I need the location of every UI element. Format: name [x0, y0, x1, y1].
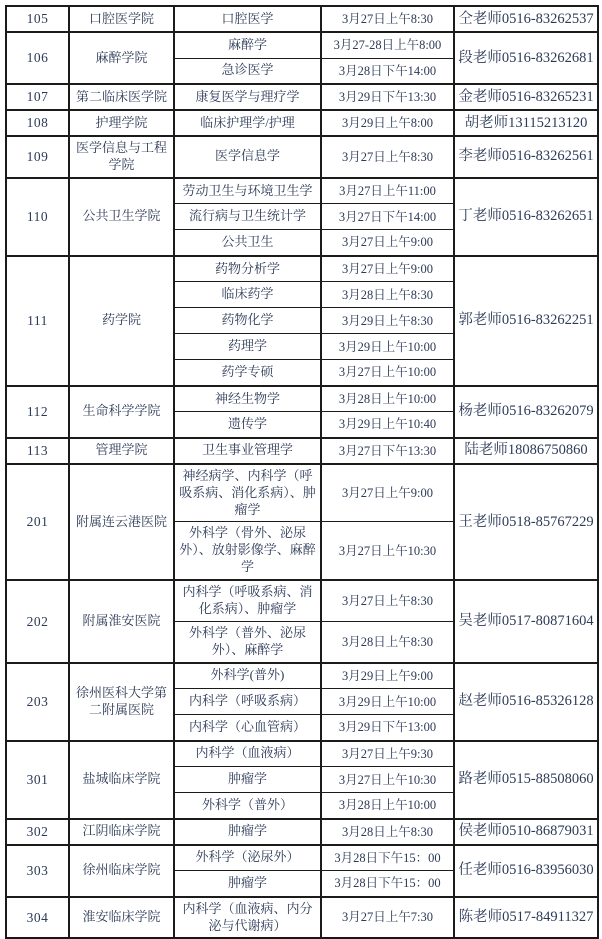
datetime-cell: 3月27日上午9:00 [321, 230, 454, 256]
contact-cell: 金老师0516-83265231 [454, 84, 598, 110]
table-row [6, 741, 598, 767]
datetime-cell: 3月27日上午8:30 [321, 136, 454, 178]
datetime-cell: 3月28日上午10:00 [321, 793, 454, 819]
college-cell: 口腔医学院 [69, 6, 174, 32]
datetime-cell: 3月27日上午10:30 [321, 767, 454, 793]
site-code-cell: 108 [6, 110, 69, 136]
major-cell: 肿瘤学 [174, 767, 321, 793]
datetime-cell: 3月28日上午10:00 [321, 386, 454, 412]
major-cell: 外科学（骨外、泌尿外）、放射影像学、麻醉学 [174, 522, 321, 580]
contact-cell: 任老师0516-83956030 [454, 845, 598, 897]
datetime-cell: 3月27日上午9:00 [321, 464, 454, 522]
datetime-cell: 3月27日上午10:00 [321, 360, 454, 386]
datetime-cell: 3月27日上午8:30 [321, 580, 454, 621]
major-cell: 外科学（普外、泌尿外）、麻醉学 [174, 621, 321, 662]
college-cell: 第二临床医学院 [69, 84, 174, 110]
contact-cell: 王老师0518-85767229 [454, 464, 598, 580]
major-cell: 外科学（泌尿外） [174, 845, 321, 871]
major-cell: 肿瘤学 [174, 871, 321, 897]
college-cell: 药学院 [69, 256, 174, 386]
datetime-cell: 3月28日下午15：00 [321, 845, 454, 871]
contact-cell: 李老师0516-83262561 [454, 136, 598, 178]
site-code-cell: 202 [6, 580, 69, 663]
datetime-cell: 3月29日上午9:00 [321, 663, 454, 689]
site-code-cell: 303 [6, 845, 69, 897]
table-row [6, 897, 598, 939]
table-row [6, 580, 598, 621]
site-code-cell: 302 [6, 819, 69, 845]
site-code-cell: 111 [6, 256, 69, 386]
contact-cell: 侯老师0510-86879031 [454, 819, 598, 845]
datetime-cell: 3月27日上午8:30 [321, 6, 454, 32]
college-cell: 护理学院 [69, 110, 174, 136]
major-cell: 康复医学与理疗学 [174, 84, 321, 110]
contact-cell: 仝老师0516-83262537 [454, 6, 598, 32]
major-cell: 公共卫生 [174, 230, 321, 256]
contact-cell: 郭老师0516-83262251 [454, 256, 598, 386]
major-cell: 内科学（血液病、内分泌与代谢病） [174, 897, 321, 939]
major-cell: 医学信息学 [174, 136, 321, 178]
major-cell: 药物化学 [174, 308, 321, 334]
table-row [6, 663, 598, 689]
contact-cell: 胡老师13115213120 [454, 110, 598, 136]
site-code-cell: 107 [6, 84, 69, 110]
major-cell: 临床护理学/护理 [174, 110, 321, 136]
major-cell: 内科学（心血管病） [174, 715, 321, 741]
college-cell: 盐城临床学院 [69, 741, 174, 819]
site-code-cell: 106 [6, 32, 69, 84]
table-row [6, 32, 598, 58]
datetime-cell: 3月28日下午14:00 [321, 58, 454, 84]
datetime-cell: 3月28日上午8:30 [321, 819, 454, 845]
datetime-cell: 3月27日下午14:00 [321, 204, 454, 230]
major-cell: 流行病与卫生统计学 [174, 204, 321, 230]
datetime-cell: 3月29日上午10:00 [321, 689, 454, 715]
college-cell: 生命科学学院 [69, 386, 174, 438]
site-code-cell: 112 [6, 386, 69, 438]
datetime-cell: 3月27-28日上午8:00 [321, 32, 454, 58]
major-cell: 药物分析学 [174, 256, 321, 282]
major-cell: 麻醉学 [174, 32, 321, 58]
datetime-cell: 3月27日上午10:30 [321, 522, 454, 580]
major-cell: 外科学(普外) [174, 663, 321, 689]
college-cell: 医学信息与工程学院 [69, 136, 174, 178]
contact-cell: 段老师0516-83262681 [454, 32, 598, 84]
college-cell: 江阴临床学院 [69, 819, 174, 845]
college-cell: 公共卫生学院 [69, 178, 174, 256]
table-row [6, 178, 598, 204]
datetime-cell: 3月29日下午13:00 [321, 715, 454, 741]
major-cell: 遗传学 [174, 412, 321, 438]
table-row [6, 438, 598, 464]
table-row [6, 386, 598, 412]
major-cell: 神经生物学 [174, 386, 321, 412]
college-cell: 附属连云港医院 [69, 464, 174, 580]
major-cell: 内科学（呼吸系病） [174, 689, 321, 715]
college-cell: 淮安临床学院 [69, 897, 174, 939]
table-row [6, 256, 598, 282]
major-cell: 药学专硕 [174, 360, 321, 386]
datetime-cell: 3月27日上午9:30 [321, 741, 454, 767]
contact-cell: 赵老师0516-85326128 [454, 663, 598, 741]
major-cell: 劳动卫生与环境卫生学 [174, 178, 321, 204]
college-cell: 麻醉学院 [69, 32, 174, 84]
datetime-cell: 3月29日下午13:30 [321, 84, 454, 110]
datetime-cell: 3月27日上午11:00 [321, 178, 454, 204]
datetime-cell: 3月29日上午8:30 [321, 308, 454, 334]
college-cell: 管理学院 [69, 438, 174, 464]
college-cell: 徐州临床学院 [69, 845, 174, 897]
datetime-cell: 3月27日上午7:30 [321, 897, 454, 939]
datetime-cell: 3月29日上午10:40 [321, 412, 454, 438]
major-cell: 外科学（普外） [174, 793, 321, 819]
major-cell: 药理学 [174, 334, 321, 360]
site-code-cell: 203 [6, 663, 69, 741]
major-cell: 卫生事业管理学 [174, 438, 321, 464]
schedule-table-body [6, 6, 598, 938]
site-code-cell: 201 [6, 464, 69, 580]
major-cell: 口腔医学 [174, 6, 321, 32]
site-code-cell: 110 [6, 178, 69, 256]
datetime-cell: 3月29日上午10:00 [321, 334, 454, 360]
college-cell: 附属淮安医院 [69, 580, 174, 663]
schedule-table [5, 5, 599, 939]
datetime-cell: 3月29日上午8:00 [321, 110, 454, 136]
datetime-cell: 3月28日下午15：00 [321, 871, 454, 897]
contact-cell: 陆老师18086750860 [454, 438, 598, 464]
major-cell: 神经病学、内科学（呼吸系病、消化系病）、肿瘤学 [174, 464, 321, 522]
site-code-cell: 113 [6, 438, 69, 464]
contact-cell: 吴老师0517-80871604 [454, 580, 598, 663]
datetime-cell: 3月27日下午13:30 [321, 438, 454, 464]
major-cell: 临床药学 [174, 282, 321, 308]
major-cell: 内科学（血液病） [174, 741, 321, 767]
site-code-cell: 301 [6, 741, 69, 819]
datetime-cell: 3月28日上午8:30 [321, 621, 454, 662]
contact-cell: 路老师0515-88508060 [454, 741, 598, 819]
table-row [6, 84, 598, 110]
contact-cell: 杨老师0516-83262079 [454, 386, 598, 438]
major-cell: 内科学（呼吸系病、消化系病）、肿瘤学 [174, 580, 321, 621]
site-code-cell: 105 [6, 6, 69, 32]
table-row [6, 464, 598, 522]
major-cell: 肿瘤学 [174, 819, 321, 845]
major-cell: 急诊医学 [174, 58, 321, 84]
table-row [6, 136, 598, 178]
table-row [6, 110, 598, 136]
contact-cell: 陈老师0517-84911327 [454, 897, 598, 939]
table-row [6, 845, 598, 871]
table-row [6, 6, 598, 32]
site-code-cell: 109 [6, 136, 69, 178]
college-cell: 徐州医科大学第二附属医院 [69, 663, 174, 741]
site-code-cell: 304 [6, 897, 69, 939]
datetime-cell: 3月27日上午9:00 [321, 256, 454, 282]
contact-cell: 丁老师0516-83262651 [454, 178, 598, 256]
datetime-cell: 3月28日上午8:30 [321, 282, 454, 308]
